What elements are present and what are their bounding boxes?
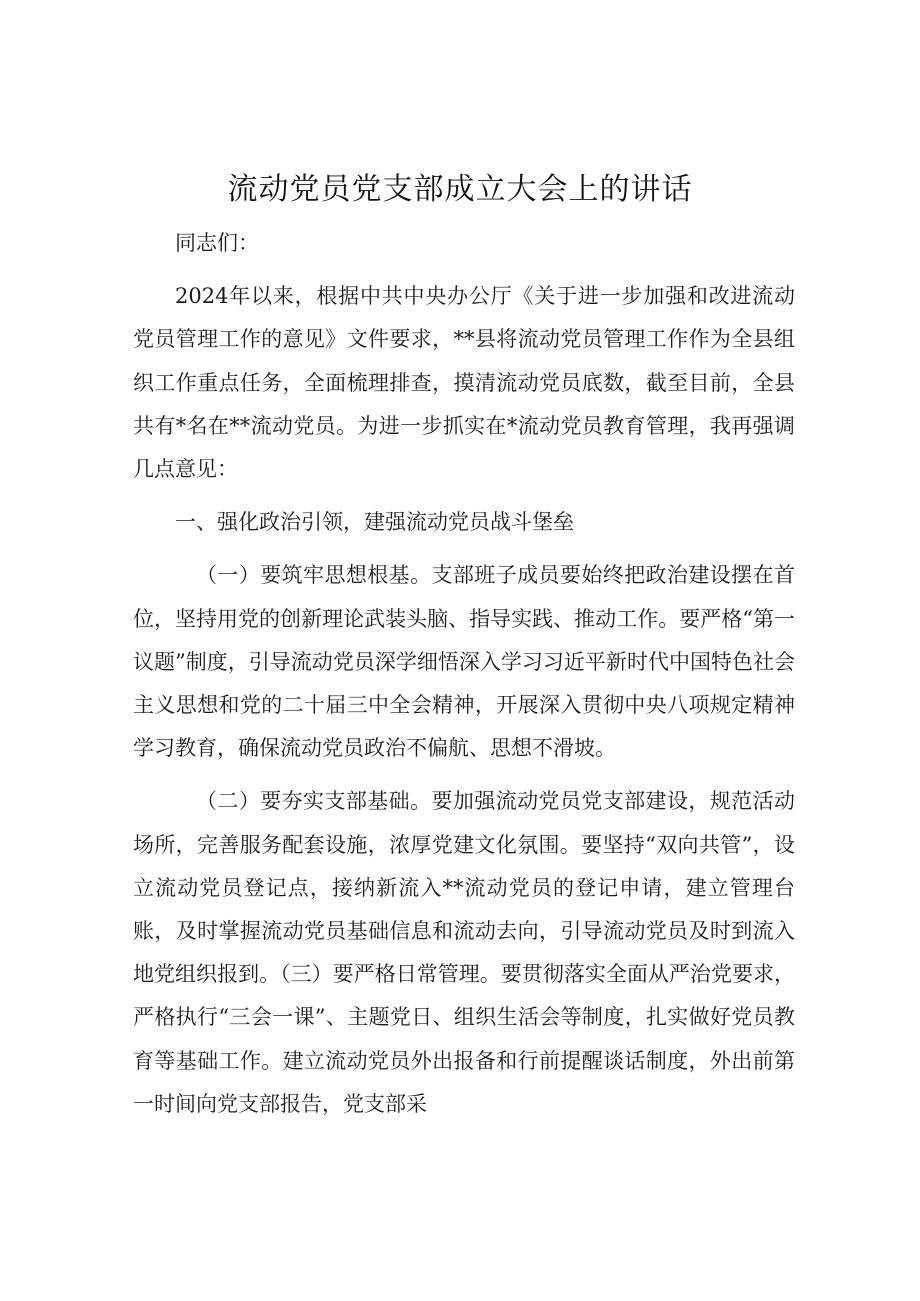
paragraph-intro: 2024年以来，根据中共中央办公厅《关于进一步加强和改进流动党员管理工作的意见》文件要求，**县将流动党员管理工作作为全县组织工作重点任务，全面梳理排查，摸清流动党员底数，截至目前，全县共有*名在**流动党员。为进一步抓实在*流动党员教育管理，我再强调几点意见： (133, 284, 795, 482)
section-heading-1: 一、强化政治引领，建强流动党员战斗堡垒 (175, 510, 574, 535)
paragraph-point-1: （一）要筑牢思想根基。支部班子成员要始终把政治建设摆在首位，坚持用党的创新理论武装头脑、指导实践、推动工作。要严格“第一议题”制度，引导流动党员深学细悟深入学习习近平新时代中国特色社会主义思想和党的二十届三中全会精神，开展深入贯彻中央八项规定精神学习教育，确保流动党员政治不偏航、思想不滑坡。 (133, 563, 795, 761)
paragraph-point-2-3: （二）要夯实支部基础。要加强流动党员党支部建设，规范活动场所，完善服务配套设施，浓厚党建文化氛围。要坚持“双向共管”，设立流动党员登记点，接纳新流入**流动党员的登记申请，建立管理台账，及时掌握流动党员基础信息和流动去向，引导流动党员及时到流入地党组织报到。（三）要严格日常管理。要贯彻落实全面从严治党要求，严格执行“三会一课”、主题党日、组织生活会等制度，扎实做好党员教育等基础工作。建立流动党员外出报备和行前提醒谈话制度，外出前第一时间向党支部报告，党支部采 (133, 789, 795, 1116)
document-body (133, 222, 795, 1136)
salutation: 同志们： (175, 231, 259, 255)
document-title: 流动党员党支部成立大会上的讲话 (227, 172, 693, 207)
